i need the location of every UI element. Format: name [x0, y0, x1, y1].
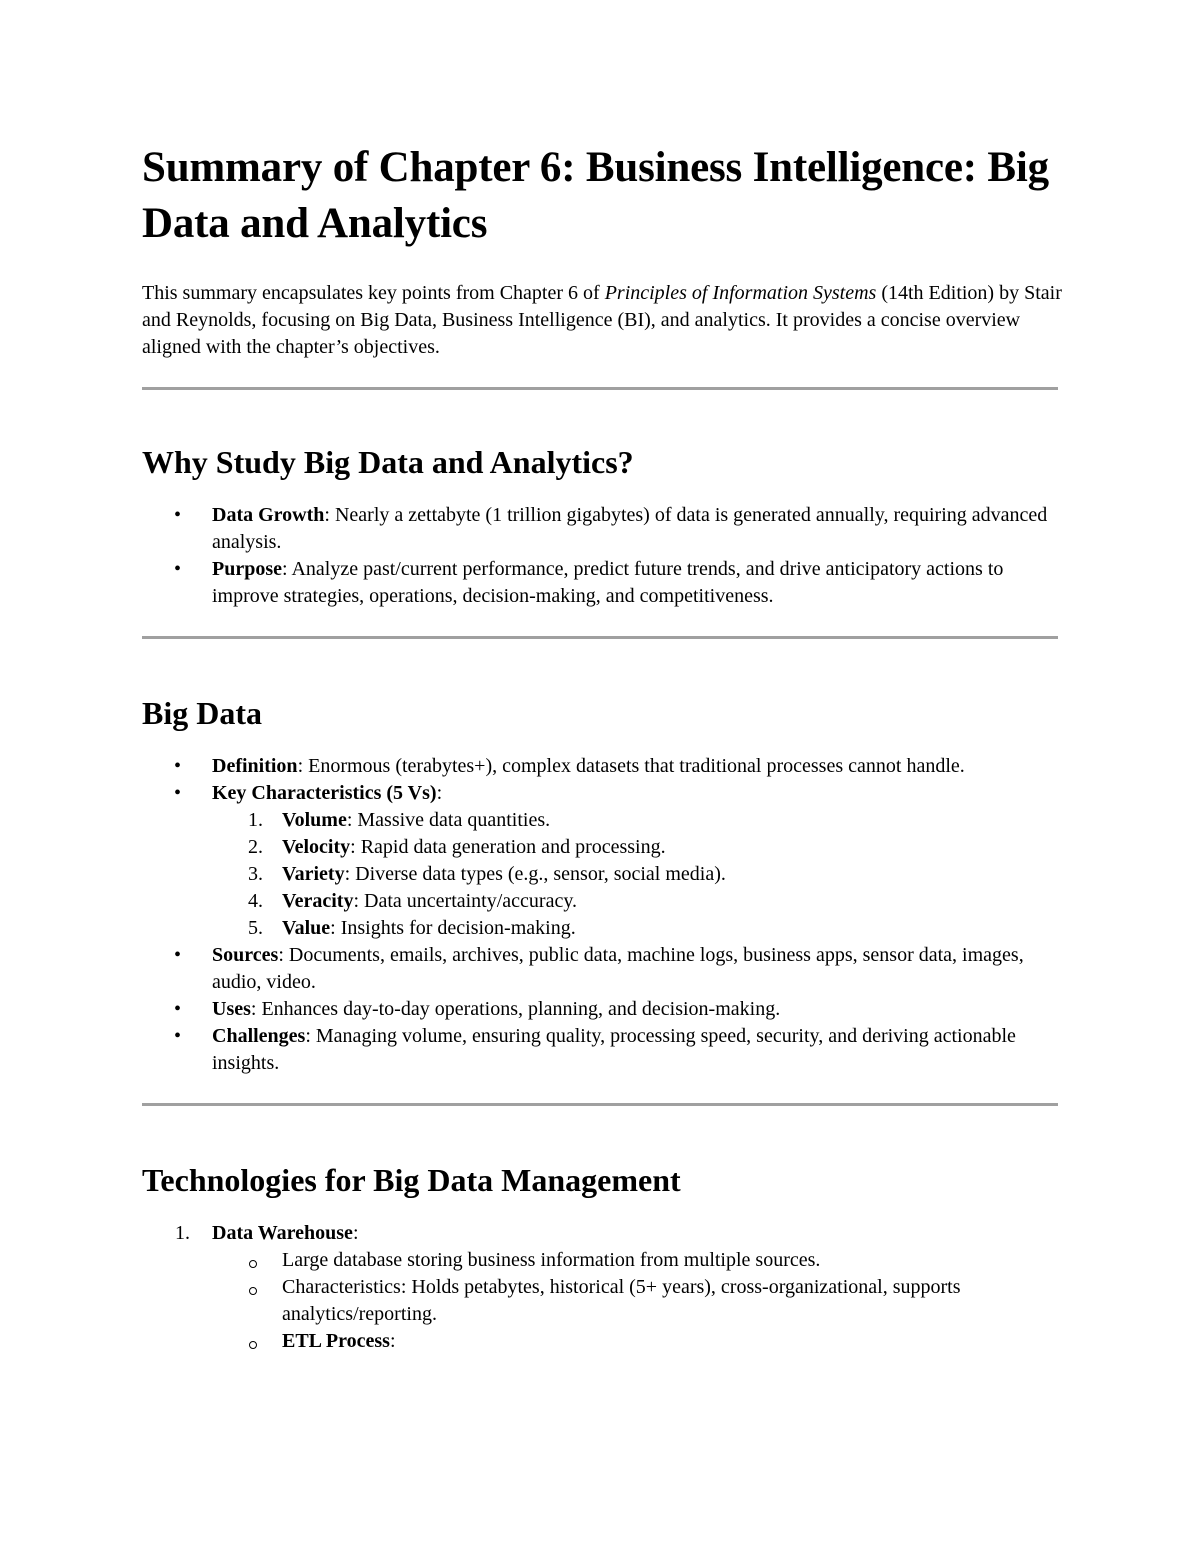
- term-data-warehouse: Data Warehouse: [212, 1222, 353, 1244]
- list-item-challenges: [142, 1023, 1062, 1077]
- section-why-study: [142, 442, 1062, 610]
- v-item-value: [142, 915, 1062, 942]
- v-term: Variety: [282, 863, 345, 885]
- list-item-uses: [142, 996, 1062, 1023]
- term-definition: Definition: [212, 755, 298, 777]
- desc-data-growth: : Nearly a zettabyte (1 trillion gigabytes) of data is generated annually, requiring advanced analysis.: [212, 504, 1048, 553]
- sub-desc: Large database storing business information from multiple sources.: [282, 1249, 821, 1271]
- term-purpose: Purpose: [212, 558, 282, 580]
- heading-technologies: Technologies for Big Data Management: [142, 1162, 681, 1198]
- v-desc: : Insights for decision-making.: [330, 917, 576, 939]
- sub-item-characteristics: [142, 1274, 1062, 1328]
- document-title: Summary of Chapter 6: Business Intelligence: Big Data and Analytics: [142, 144, 1049, 247]
- v-item-velocity: [142, 834, 1062, 861]
- sub-item-large-database: [142, 1247, 1062, 1274]
- term-challenges: Challenges: [212, 1025, 306, 1047]
- v-number: 3.: [248, 863, 263, 885]
- list-item-purpose: [142, 556, 1062, 610]
- intro-text-end: (14th Edition) by Stair and Reynolds, focusing on Big Data, Business Intelligence (BI), and analytics. It provides a concise overview aligned with the chapter’s objectives.: [142, 282, 1062, 358]
- sub-desc: Characteristics: Holds petabytes, historical (5+ years), cross-organizational, supports analytics/reporting.: [282, 1276, 961, 1325]
- why-list: [142, 502, 1062, 610]
- big-data-list: [142, 753, 1062, 1077]
- v-term: Volume: [282, 809, 347, 831]
- desc-sources: : Documents, emails, archives, public data, machine logs, business apps, sensor data, images, audio, video.: [212, 944, 1024, 993]
- desc-key-characteristics: :: [436, 782, 443, 804]
- list-item-data-growth: [142, 502, 1062, 556]
- technologies-list: [142, 1220, 1062, 1355]
- divider-2: [142, 636, 1058, 639]
- tech-number: 1.: [175, 1222, 190, 1244]
- heading-why-study: Why Study Big Data and Analytics?: [142, 444, 634, 480]
- desc-uses: : Enhances day-to-day operations, planning, and decision-making.: [250, 998, 781, 1020]
- v-term: Value: [282, 917, 331, 939]
- term-sources: Sources: [212, 944, 279, 966]
- book-title: Principles of Information Systems: [604, 282, 877, 304]
- term-data-growth: Data Growth: [212, 504, 325, 526]
- v-term: Velocity: [282, 836, 351, 858]
- five-vs-list: [142, 807, 1062, 942]
- desc-data-warehouse: :: [352, 1222, 359, 1244]
- data-warehouse-sublist-container: [142, 1247, 1062, 1355]
- five-vs-container: [142, 807, 1062, 942]
- v-term: Veracity: [282, 890, 354, 912]
- desc-etl-process: :: [389, 1330, 396, 1352]
- term-uses: Uses: [212, 998, 251, 1020]
- v-desc: : Massive data quantities.: [346, 809, 551, 831]
- tech-item-data-warehouse: [142, 1220, 1062, 1247]
- divider-1: [142, 387, 1058, 390]
- v-number: 2.: [248, 836, 263, 858]
- sub-item-etl-process: [142, 1328, 1062, 1355]
- document-page: [142, 140, 1062, 1355]
- section-big-data: [142, 693, 1062, 1077]
- term-key-characteristics: Key Characteristics (5 Vs): [212, 782, 437, 804]
- desc-challenges: : Managing volume, ensuring quality, processing speed, security, and deriving actionable insights.: [212, 1025, 1016, 1074]
- data-warehouse-sublist: [142, 1247, 1062, 1355]
- intro-text-start: This summary encapsulates key points from Chapter 6 of: [142, 282, 605, 304]
- v-item-veracity: [142, 888, 1062, 915]
- section-technologies: [142, 1160, 1062, 1355]
- desc-definition: : Enormous (terabytes+), complex datasets that traditional processes cannot handle.: [297, 755, 965, 777]
- v-desc: : Rapid data generation and processing.: [350, 836, 666, 858]
- v-item-variety: [142, 861, 1062, 888]
- intro-paragraph: [142, 280, 1062, 361]
- v-number: 5.: [248, 917, 263, 939]
- heading-big-data: Big Data: [142, 695, 262, 731]
- v-number: 4.: [248, 890, 263, 912]
- term-etl-process: ETL Process: [282, 1330, 390, 1352]
- v-desc: : Diverse data types (e.g., sensor, social media).: [344, 863, 726, 885]
- v-item-volume: [142, 807, 1062, 834]
- list-item-key-characteristics: [142, 780, 1062, 807]
- list-item-definition: [142, 753, 1062, 780]
- v-desc: : Data uncertainty/accuracy.: [353, 890, 578, 912]
- v-number: 1.: [248, 809, 263, 831]
- desc-purpose: : Analyze past/current performance, predict future trends, and drive anticipatory actions to improve strategies, operations, decision-making, and competitiveness.: [212, 558, 1004, 607]
- divider-3: [142, 1103, 1058, 1106]
- list-item-sources: [142, 942, 1062, 996]
